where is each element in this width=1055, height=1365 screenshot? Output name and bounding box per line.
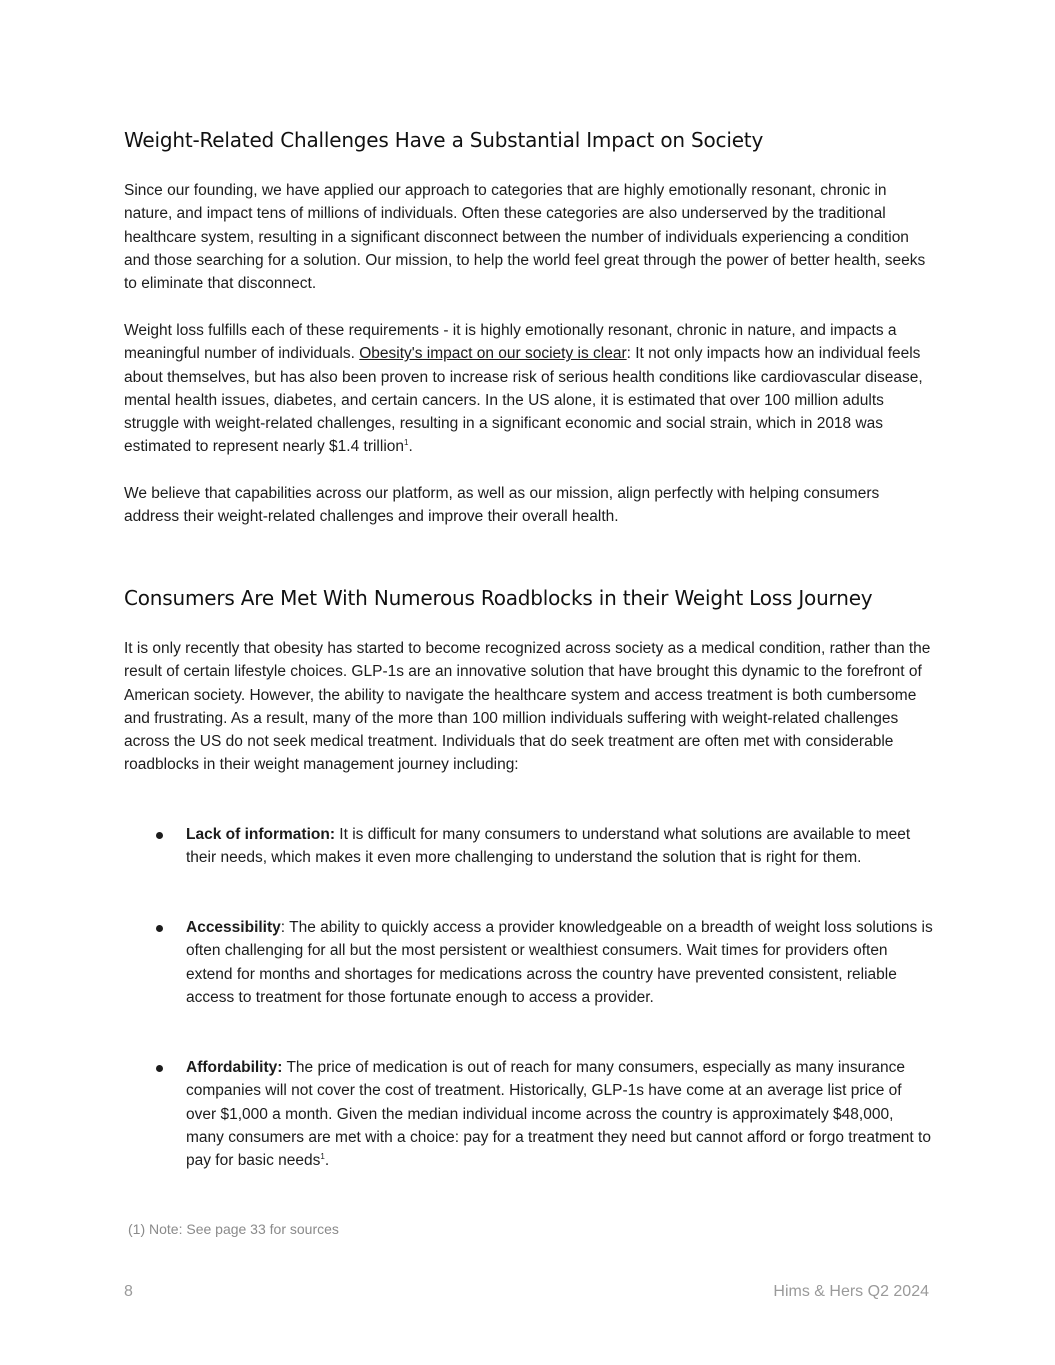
paragraph-obesity-recognized: It is only recently that obesity has started to become recognized across society as a medical condition, rather than the result of certain lifestyle choices. GLP-1s are an innovative solution that have brought this dynamic to the forefront of American society. However, the ability to navigate the healthcare system and access treatment is both cumbersome and frustrating. As a result, many of the more than 100 million individuals suffering with weight-related challenges across the US do not seek medical treatment. Individuals that do seek treatment are often met with considerable roadblocks in their weight management journey including:	[124, 640, 931, 774]
paragraph-capabilities: We believe that capabilities across our platform, as well as our mission, align perfectly with helping consumers address their weight-related challenges and improve their overall health.	[124, 485, 880, 526]
section-heading-weight-challenges: Weight-Related Challenges Have a Substantial Impact on Society	[124, 128, 764, 152]
paragraph-text: .	[408, 438, 413, 456]
list-item-title: Lack of information:	[186, 826, 335, 843]
bullet-icon	[156, 832, 163, 839]
page-number: 8	[124, 1283, 133, 1300]
bullet-icon	[156, 925, 163, 932]
paragraph-weight-loss	[124, 319, 934, 459]
bullet-icon	[156, 1065, 163, 1072]
section-heading-roadblocks: Consumers Are Met With Numerous Roadblocks in their Weight Loss Journey	[124, 586, 873, 610]
list-item-text	[186, 823, 934, 870]
footnote-ref: 1	[320, 1152, 325, 1162]
paragraph-text: Weight loss fulfills each of these requirements - it is highly emotionally resonant, chronic in nature, and impacts a meaningful number of individuals.	[124, 322, 897, 363]
list-item-body: : The ability to quickly access a provider knowledgeable on a breadth of weight loss solutions is often challenging for all but the most persistent or wealthiest consumers. Wait times for providers often extend for months and shortages for medications across the country have prevented consistent, reliable access to treatment for those fortunate enough to access a provider.	[186, 919, 933, 1006]
paragraph-founding: Since our founding, we have applied our approach to categories that are highly emotionally resonant, chronic in nature, and impact tens of millions of individuals. Often these categories are also underserved by the traditional healthcare system, resulting in a significant disconnect between the number of individuals experiencing a condition and those searching for a solution. Our mission, to help the world feel great through the power of better health, seeks to eliminate that disconnect.	[124, 182, 926, 293]
footnote: (1) Note: See page 33 for sources	[128, 1221, 339, 1237]
paragraph-text: : It not only impacts how an individual feels about themselves, but has also been proven to increase risk of serious health conditions like cardiovascular disease, mental health issues, diabetes, and certain cancers. In the US alone, it is estimated that over 100 million adults struggle with weight-related challenges, resulting in a significant economic and social strain, which in 2018 was estimated to represent nearly $1.4 trillion	[124, 345, 923, 456]
list-item-text	[186, 916, 934, 1009]
list-item-text	[186, 1056, 934, 1172]
list-item-title: Affordability:	[186, 1059, 283, 1076]
obesity-impact-link[interactable]: Obesity's impact on our society is clear	[359, 345, 627, 363]
footnote-ref: 1	[404, 438, 409, 448]
list-item-body: It is difficult for many consumers to understand what solutions are available to meet their needs, which makes it even more challenging to understand the solution that is right for them.	[186, 826, 911, 867]
footer-label: Hims & Hers Q2 2024	[773, 1283, 929, 1300]
list-item-end: .	[324, 1152, 330, 1170]
list-item-title: Accessibility	[186, 919, 281, 936]
list-item-body: The price of medication is out of reach for many consumers, especially as many insurance companies will not cover the cost of treatment. Historically, GLP-1s have come at an average list price of over $1,000 a month. Given the median individual income across the country is approximately $48,000, many consumers are met with a choice: pay for a treatment they need but cannot afford or forgo treatment to pay for basic needs	[186, 1059, 931, 1170]
